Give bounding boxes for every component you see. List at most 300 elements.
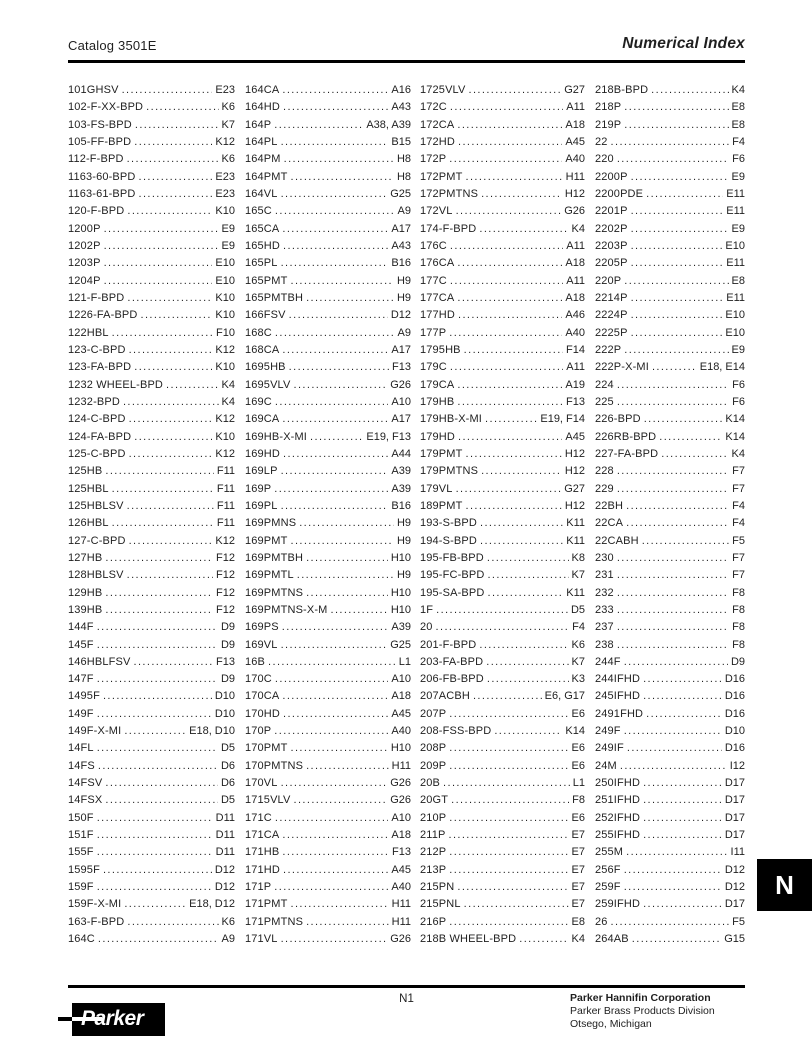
part-number: 145F xyxy=(68,638,94,651)
dot-leader xyxy=(98,933,219,945)
company-location: Otsego, Michigan xyxy=(570,1018,652,1030)
page-reference: K4 xyxy=(571,933,585,946)
dot-leader xyxy=(290,275,393,287)
dot-leader xyxy=(104,275,213,287)
page-reference: D12 xyxy=(390,309,411,322)
part-number: 171C xyxy=(245,811,272,824)
part-number: 123-FA-BPD xyxy=(68,361,132,374)
index-entry xyxy=(595,361,745,378)
dot-leader xyxy=(105,777,218,789)
part-number: 14FS xyxy=(68,759,95,772)
part-number: 233 xyxy=(595,603,614,616)
dot-leader xyxy=(449,708,568,720)
page-reference: K10 xyxy=(215,309,235,322)
page-reference: A10 xyxy=(391,395,411,408)
part-number: 2203P xyxy=(595,239,628,252)
index-entry xyxy=(420,881,585,898)
part-number: 170HD xyxy=(245,707,280,720)
index-entry xyxy=(68,829,235,846)
index-entry xyxy=(245,327,411,344)
page-reference: F14 xyxy=(566,343,585,356)
page-reference: D5 xyxy=(220,742,235,755)
dot-leader xyxy=(105,587,213,599)
index-entry xyxy=(245,101,411,118)
part-number: 229 xyxy=(595,482,614,495)
part-number: 2224P xyxy=(595,309,628,322)
index-entry xyxy=(420,431,585,448)
dot-leader xyxy=(105,465,213,477)
index-entry xyxy=(245,742,411,759)
page-reference: D12 xyxy=(214,863,235,876)
part-number: 1232 WHEEL-BPD xyxy=(68,378,164,391)
page-reference: A11 xyxy=(566,274,585,287)
dot-leader xyxy=(457,257,562,269)
page-reference: A39 xyxy=(391,621,411,634)
dot-leader xyxy=(294,379,388,391)
part-number: 203-FA-BPD xyxy=(420,655,484,668)
page-reference: A39 xyxy=(391,482,411,495)
page-reference: E6 xyxy=(571,742,585,755)
part-number: 172PMT xyxy=(420,170,463,183)
page-reference: K12 xyxy=(215,135,235,148)
index-entry xyxy=(595,604,745,621)
part-number: 24M xyxy=(595,759,617,772)
part-number: 165PL xyxy=(245,257,278,270)
index-entry xyxy=(420,760,585,777)
part-number: 2214P xyxy=(595,291,628,304)
page-reference: F13 xyxy=(392,846,411,859)
page-reference: F10 xyxy=(216,326,235,339)
page-reference: D16 xyxy=(724,690,745,703)
part-number: 1595F xyxy=(68,863,100,876)
dot-leader xyxy=(104,223,219,235)
page-reference: F8 xyxy=(572,794,585,807)
index-entry xyxy=(420,292,585,309)
dot-leader xyxy=(284,153,394,165)
dot-leader xyxy=(631,292,724,304)
dot-leader xyxy=(487,673,569,685)
part-number: 169HB-X-MI xyxy=(245,430,308,443)
index-entry xyxy=(595,153,745,170)
index-entry xyxy=(68,275,235,292)
index-entry xyxy=(595,742,745,759)
index-entry xyxy=(420,223,585,240)
index-entry xyxy=(595,639,745,656)
dot-leader xyxy=(112,517,214,529)
index-entry xyxy=(68,760,235,777)
index-entry xyxy=(68,777,235,794)
page-reference: A19 xyxy=(565,378,585,391)
part-number: 128HBLSV xyxy=(68,569,124,582)
part-number: 208P xyxy=(420,742,447,755)
page-reference: K3 xyxy=(571,673,585,686)
dot-leader xyxy=(281,188,388,200)
page-reference: D17 xyxy=(724,898,745,911)
index-entry xyxy=(68,552,235,569)
dot-leader xyxy=(97,639,218,651)
part-number: 1232-BPD xyxy=(68,395,120,408)
index-entry xyxy=(68,448,235,465)
part-number: 144F xyxy=(68,621,94,634)
dot-leader xyxy=(449,760,568,772)
company-name: Parker Hannifin Corporation xyxy=(570,992,711,1004)
part-number: 259IFHD xyxy=(595,898,641,911)
index-entry xyxy=(420,379,585,396)
part-number: 1203P xyxy=(68,257,101,270)
dot-leader xyxy=(274,483,388,495)
index-entry xyxy=(68,257,235,274)
page-reference: I11 xyxy=(730,846,745,859)
part-number: 127-C-BPD xyxy=(68,534,126,547)
part-number: 151F xyxy=(68,829,94,842)
part-number: 169CA xyxy=(245,413,280,426)
page-reference: D9 xyxy=(220,621,235,634)
catalog-number: Catalog 3501E xyxy=(68,38,157,53)
index-entry xyxy=(68,101,235,118)
part-number: 165C xyxy=(245,205,272,218)
page-reference: F4 xyxy=(572,621,585,634)
dot-leader xyxy=(617,465,729,477)
page-reference: E9 xyxy=(731,343,745,356)
dot-leader xyxy=(449,916,568,928)
dot-leader xyxy=(450,275,563,287)
dot-leader xyxy=(134,656,214,668)
part-number: 20 xyxy=(420,621,433,634)
part-number: 164HD xyxy=(245,101,280,114)
part-number: 125HBLSV xyxy=(68,499,124,512)
parker-logo-text: Parker xyxy=(81,1007,144,1030)
dot-leader xyxy=(306,916,389,928)
index-entry xyxy=(420,587,585,604)
index-entry xyxy=(420,552,585,569)
part-number: 1202P xyxy=(68,239,101,252)
part-number: 172CA xyxy=(420,118,455,131)
dot-leader xyxy=(479,223,568,235)
dot-leader xyxy=(643,777,722,789)
index-entry xyxy=(68,794,235,811)
part-number: 105-FF-BPD xyxy=(68,135,132,148)
part-number: 125HBL xyxy=(68,482,109,495)
page-reference: D9 xyxy=(220,673,235,686)
index-entry xyxy=(420,171,585,188)
index-entry xyxy=(245,760,411,777)
part-number: 172VL xyxy=(420,205,453,218)
index-entry xyxy=(420,257,585,274)
dot-leader xyxy=(617,552,729,564)
dot-leader xyxy=(105,794,218,806)
dot-leader xyxy=(283,864,388,876)
part-number: 26 xyxy=(595,915,608,928)
part-number: 169PS xyxy=(245,621,279,634)
page-reference: G26 xyxy=(390,794,411,807)
index-entry xyxy=(420,119,585,136)
dot-leader xyxy=(465,448,561,460)
page-number: N1 xyxy=(399,993,414,1005)
part-number: 146HBLFSV xyxy=(68,655,131,668)
dot-leader xyxy=(112,327,213,339)
part-number: 150F xyxy=(68,811,94,824)
dot-leader xyxy=(473,690,542,702)
dot-leader xyxy=(112,483,214,495)
dot-leader xyxy=(457,379,562,391)
part-number: 216P xyxy=(420,915,447,928)
page-reference: K10 xyxy=(215,205,235,218)
company-division: Parker Brass Products Division xyxy=(570,1005,715,1017)
part-number: 125-C-BPD xyxy=(68,447,126,460)
dot-leader xyxy=(449,742,568,754)
part-number: 2200P xyxy=(595,170,628,183)
index-entry xyxy=(420,725,585,742)
page-reference: K10 xyxy=(215,361,235,374)
index-entry xyxy=(595,933,745,950)
dot-leader xyxy=(450,101,563,113)
page-reference: K14 xyxy=(725,430,745,443)
dot-leader xyxy=(436,604,568,616)
dot-leader xyxy=(129,344,213,356)
page-reference: K14 xyxy=(565,725,585,738)
part-number: 255M xyxy=(595,846,624,859)
page-reference: D9 xyxy=(220,638,235,651)
part-number: 252IFHD xyxy=(595,811,641,824)
page-reference: E18, D10 xyxy=(189,725,235,738)
dot-leader xyxy=(282,829,388,841)
page-reference: E11 xyxy=(726,187,745,200)
index-column-2 xyxy=(245,84,411,952)
part-number: 163-F-BPD xyxy=(68,915,125,928)
page-reference: K7 xyxy=(221,118,235,131)
index-entry xyxy=(245,552,411,569)
dot-leader xyxy=(124,898,186,910)
dot-leader xyxy=(436,621,570,633)
dot-leader xyxy=(617,483,729,495)
index-entry xyxy=(68,379,235,396)
part-number: 139HB xyxy=(68,603,103,616)
part-number: 14FSV xyxy=(68,777,103,790)
index-entry xyxy=(68,465,235,482)
dot-leader xyxy=(274,881,388,893)
dot-leader xyxy=(449,153,562,165)
dot-leader xyxy=(626,846,727,858)
page-reference: D11 xyxy=(215,846,235,859)
index-entry xyxy=(595,119,745,136)
dot-leader xyxy=(457,292,562,304)
index-entry xyxy=(420,84,585,101)
part-number: 129HB xyxy=(68,586,103,599)
dot-leader xyxy=(122,84,213,96)
part-number: 189PMT xyxy=(420,499,463,512)
page-reference: E11 xyxy=(726,257,745,270)
index-entry xyxy=(595,569,745,586)
part-number: 220P xyxy=(595,274,622,287)
part-number: 215PNL xyxy=(420,898,461,911)
dot-leader xyxy=(129,535,213,547)
part-number: 1715VLV xyxy=(245,794,291,807)
part-number: 164VL xyxy=(245,187,278,200)
index-entry xyxy=(245,777,411,794)
dot-leader xyxy=(306,587,388,599)
dot-leader xyxy=(275,396,389,408)
dot-leader xyxy=(127,205,212,217)
part-number: 171PMT xyxy=(245,898,288,911)
index-entry xyxy=(68,483,235,500)
part-number: 22CA xyxy=(595,517,624,530)
dot-leader xyxy=(282,690,388,702)
page-reference: E9 xyxy=(731,170,745,183)
page-reference: A45 xyxy=(565,430,585,443)
index-entry xyxy=(420,344,585,361)
dot-leader xyxy=(274,725,388,737)
index-entry xyxy=(595,621,745,638)
dot-leader xyxy=(450,240,563,252)
page-reference: K10 xyxy=(215,430,235,443)
page-reference: E11 xyxy=(726,205,745,218)
dot-leader xyxy=(283,708,388,720)
dot-leader xyxy=(281,136,389,148)
page-reference: H12 xyxy=(564,447,585,460)
index-entry xyxy=(595,188,745,205)
page-reference: E7 xyxy=(571,898,585,911)
index-entry xyxy=(420,327,585,344)
page-reference: A18 xyxy=(391,829,411,842)
page-reference: K4 xyxy=(221,378,235,391)
part-number: 164PMT xyxy=(245,170,288,183)
dot-leader xyxy=(624,119,728,131)
page-reference: H11 xyxy=(391,759,411,772)
index-entry xyxy=(595,690,745,707)
index-entry xyxy=(595,898,745,915)
page-reference: G26 xyxy=(390,378,411,391)
page-reference: H9 xyxy=(396,291,411,304)
page-reference: F12 xyxy=(216,569,235,582)
part-number: 16B xyxy=(245,655,266,668)
part-number: 249IF xyxy=(595,742,624,755)
dot-leader xyxy=(297,569,394,581)
index-entry xyxy=(420,101,585,118)
dot-leader xyxy=(456,483,562,495)
index-entry xyxy=(420,535,585,552)
part-number: 1204P xyxy=(68,274,101,287)
section-tab-letter: N xyxy=(775,869,794,900)
dot-leader xyxy=(281,257,389,269)
dot-leader xyxy=(282,223,388,235)
index-entry xyxy=(68,916,235,933)
part-number: 169PMTL xyxy=(245,569,294,582)
page-reference: A9 xyxy=(221,933,235,946)
dot-leader xyxy=(281,639,388,651)
dot-leader xyxy=(464,898,569,910)
part-number: 177CA xyxy=(420,291,455,304)
part-number: 171P xyxy=(245,881,272,894)
page-reference: B16 xyxy=(391,499,411,512)
index-entry xyxy=(420,656,585,673)
page-reference: F8 xyxy=(732,586,745,599)
dot-leader xyxy=(481,465,562,477)
index-entry xyxy=(595,84,745,101)
dot-leader xyxy=(306,552,388,564)
dot-leader xyxy=(643,690,722,702)
dot-leader xyxy=(283,101,388,113)
dot-leader xyxy=(631,223,729,235)
page-reference: F4 xyxy=(732,499,745,512)
page-reference: D17 xyxy=(724,794,745,807)
part-number: 230 xyxy=(595,551,614,564)
index-entry xyxy=(595,535,745,552)
part-number: 169VL xyxy=(245,638,278,651)
index-entry xyxy=(420,708,585,725)
index-entry xyxy=(420,188,585,205)
page-reference: E10 xyxy=(215,274,235,287)
part-number: 179HB-X-MI xyxy=(420,413,483,426)
dot-leader xyxy=(306,760,389,772)
part-number: 251IFHD xyxy=(595,794,641,807)
part-number: 20GT xyxy=(420,794,449,807)
part-number: 227-FA-BPD xyxy=(595,447,659,460)
index-column-3 xyxy=(420,84,585,952)
index-entry xyxy=(595,881,745,898)
page-reference: F8 xyxy=(732,621,745,634)
page-reference: A18 xyxy=(565,118,585,131)
page-reference: A40 xyxy=(391,725,411,738)
dot-leader xyxy=(330,604,387,616)
index-entry xyxy=(595,448,745,465)
part-number: 244F xyxy=(595,655,621,668)
part-number: 1200P xyxy=(68,222,101,235)
page-reference: H11 xyxy=(565,170,585,183)
footer-rule xyxy=(68,985,745,988)
index-entry xyxy=(245,84,411,101)
dot-leader xyxy=(617,569,729,581)
page-reference: E18, E14 xyxy=(699,361,745,374)
page-reference: A16 xyxy=(391,84,411,96)
part-number: 149F xyxy=(68,707,94,720)
part-number: 259F xyxy=(595,881,621,894)
index-entry xyxy=(595,275,745,292)
page-reference: D6 xyxy=(220,759,235,772)
dot-leader xyxy=(98,760,218,772)
page-reference: K14 xyxy=(725,413,745,426)
part-number: 245IFHD xyxy=(595,690,641,703)
index-entry xyxy=(68,742,235,759)
dot-leader xyxy=(644,413,723,425)
index-entry xyxy=(420,673,585,690)
part-number: 2491FHD xyxy=(595,707,644,720)
index-entry xyxy=(595,500,745,517)
page-reference: A17 xyxy=(391,343,411,356)
page-reference: E10 xyxy=(725,239,745,252)
dot-leader xyxy=(275,327,395,339)
index-entry xyxy=(245,205,411,222)
part-number: 170P xyxy=(245,725,272,738)
page-reference: E18, D12 xyxy=(189,898,235,911)
page-reference: K10 xyxy=(215,291,235,304)
dot-leader xyxy=(651,84,728,96)
page-reference: E23 xyxy=(215,170,235,183)
page-reference: F8 xyxy=(732,638,745,651)
dot-leader xyxy=(306,292,394,304)
page-reference: E11 xyxy=(726,291,745,304)
page-reference: F11 xyxy=(216,517,235,530)
index-entry xyxy=(595,708,745,725)
dot-leader xyxy=(617,153,729,165)
dot-leader xyxy=(127,500,214,512)
dot-leader xyxy=(283,240,388,252)
page-reference: K12 xyxy=(215,447,235,460)
dot-leader xyxy=(617,621,729,633)
page-reference: D12 xyxy=(724,863,745,876)
index-entry xyxy=(68,500,235,517)
part-number: 212P xyxy=(420,846,447,859)
page-reference: E9 xyxy=(731,222,745,235)
